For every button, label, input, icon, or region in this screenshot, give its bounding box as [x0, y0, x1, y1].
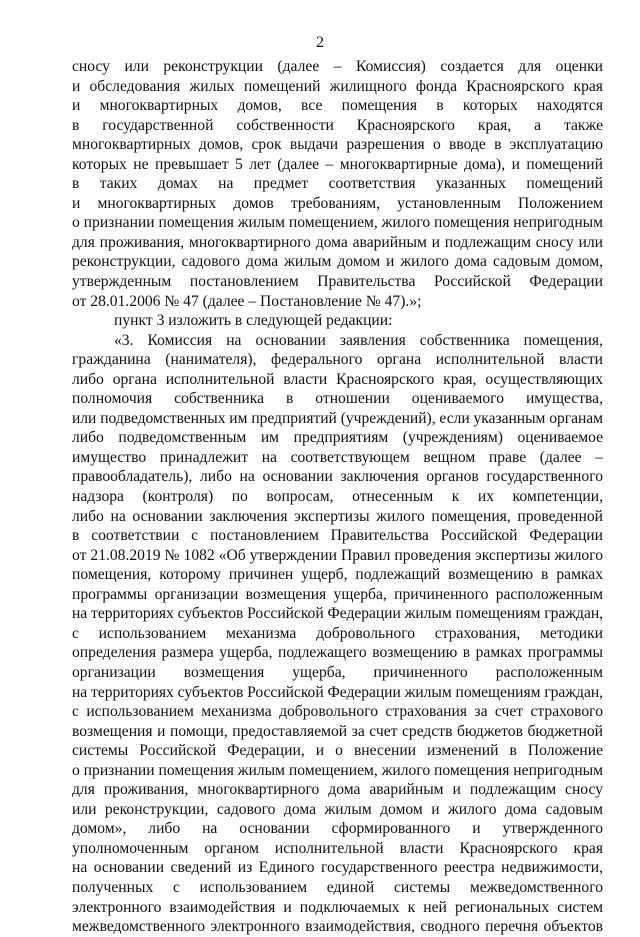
text-line: домом», либо на основании сформированного и утвержденного: [72, 820, 603, 838]
text-line: в соответствии с постановлением Правительства Российской Федерации: [72, 527, 603, 545]
text-line: о признании помещения жилым помещением, жилого помещения непригодным: [72, 214, 603, 232]
text-line: или реконструкции, садового дома жилым домом и жилого дома садовым: [72, 800, 603, 818]
text-line: с использованием механизма добровольного страхования за счет страхового: [72, 703, 603, 721]
text-line: межведомственного электронного взаимодействия, сводного перечня объектов: [72, 918, 603, 936]
text-line: либо подведомственным им предприятиям (учреждениям) оцениваемое: [72, 429, 603, 447]
text-line: на основании сведений из Единого государственного реестра недвижимости,: [72, 859, 603, 877]
text-line: организации возмещения ущерба, причиненного расположенным: [72, 663, 603, 681]
text-line: многоквартирных домов, срок выдачи разрешения о вводе в эксплуатацию: [72, 136, 603, 154]
text-line: от 21.08.2019 № 1082 «Об утверждении Правил проведения экспертизы жилого: [72, 546, 603, 564]
text-line: либо на основании заключения экспертизы жилого помещения, проведенной: [72, 507, 603, 525]
text-line: с использованием механизма добровольного страхования, методики: [72, 624, 603, 642]
text-line: гражданина (нанимателя), федерального органа исполнительной власти: [72, 351, 603, 369]
text-line: от 28.01.2006 № 47 (далее – Постановление № 47).»;: [72, 292, 422, 310]
text-line: для проживания, многоквартирного дома аварийным и подлежащим сносу или: [72, 233, 603, 251]
text-line: либо органа исполнительной власти Красноярского края, осуществляющих: [72, 370, 603, 388]
text-line: сносу или реконструкции (далее – Комиссия) создается для оценки: [72, 58, 603, 75]
body-text: [72, 57, 603, 937]
text-line: для проживания, многоквартирного дома аварийным и подлежащим сносу: [72, 781, 603, 799]
text-line: которых не превышает 5 лет (далее – многоквартирные дома), и помещений: [72, 155, 603, 173]
text-line: имущество принадлежит на соответствующем вещном праве (далее –: [72, 448, 603, 466]
text-line: в государственной собственности Красноярского края, а также: [72, 116, 603, 134]
text-line: уполномоченным органом исполнительной власти Красноярского края: [72, 839, 603, 857]
text-line: в таких домах на предмет соответствия указанных помещений: [72, 175, 603, 193]
text-line: «3. Комиссия на основании заявления собственника помещения,: [114, 331, 603, 349]
text-line: и обследования жилых помещений жилищного фонда Красноярского края: [72, 77, 603, 95]
text-line: помещения, которому причинен ущерб, подлежащий возмещению в рамках: [72, 566, 603, 584]
text-line: на территориях субъектов Российской Федерации жилым помещениям граждан,: [72, 605, 603, 623]
text-line: электронного взаимодействия и подключаемых к ней региональных систем: [72, 898, 603, 916]
text-line: системы Российской Федерации, и о внесении изменений в Положение: [72, 742, 603, 760]
text-line: на территориях субъектов Российской Федерации жилым помещениям граждан,: [72, 683, 603, 701]
text-line: и многоквартирных домов требованиям, установленным Положением: [72, 194, 603, 212]
text-line: возмещения и помощи, предоставляемой за счет средств бюджетов бюджетной: [72, 722, 603, 740]
text-line: программы организации возмещения ущерба, причиненного расположенным: [72, 585, 603, 603]
text-line: полномочия собственника в отношении оцениваемого имущества,: [72, 390, 603, 408]
text-line: полученных с использованием единой системы межведомственного: [72, 878, 603, 896]
text-line: определения размера ущерба, подлежащего возмещению в рамках программы: [72, 644, 603, 662]
text-line: и многоквартирных домов, все помещения в которых находятся: [72, 97, 603, 115]
text-line: правообладатель), либо на основании заключения органов государственного: [72, 468, 603, 486]
text-line: пункт 3 изложить в следующей редакции:: [114, 312, 393, 330]
page-number: 2: [316, 34, 324, 51]
text-line: о признании помещения жилым помещением, жилого помещения непригодным: [72, 761, 603, 779]
text-line: надзора (контроля) по вопросам, отнесенным к их компетенции,: [72, 488, 603, 506]
text-line: утвержденным постановлением Правительства Российской Федерации: [72, 273, 603, 291]
text-line: реконструкции, садового дома жилым домом и жилого дома садовым домом,: [72, 253, 603, 271]
text-line: или подведомственных им предприятий (учреждений), если указанным органам: [72, 409, 603, 427]
